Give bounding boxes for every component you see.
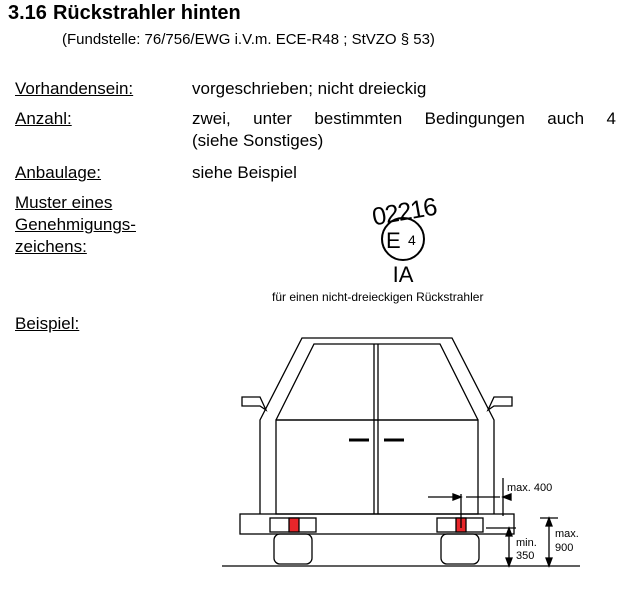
source-reference: (Fundstelle: 76/756/EWG i.V.m. ECE-R48 ; StVZO § 53) [62, 31, 435, 48]
wheel-right [441, 534, 479, 564]
mirror-left [242, 397, 266, 410]
mark-country-letter: E [386, 228, 401, 253]
dim-label-max-900-line1: max. [555, 528, 579, 540]
wheel-left [274, 534, 312, 564]
label-approval-line2: Genehmigungs- [15, 215, 136, 234]
dim-max-arrow-top [546, 518, 552, 526]
dim-min-arrow-bottom [506, 558, 512, 566]
mark-class: IA [392, 262, 414, 287]
dim-max-arrow-bottom [546, 558, 552, 566]
dim-arrow-left-head [453, 494, 461, 500]
value-count-line2: (siehe Sonstiges) [192, 131, 324, 150]
dim-label-max-400: max. 400 [507, 482, 553, 494]
dim-label-max-900-line2: 900 [555, 542, 574, 554]
section-number: 3.16 [8, 2, 47, 24]
value-presence: vorgeschrieben; nicht dreieckig [192, 79, 427, 98]
rear-window-frame [276, 344, 478, 420]
section-heading: Rückstrahler hinten [52, 2, 241, 24]
approval-caption: für einen nicht-dreieckigen Rückstrahler [272, 290, 484, 304]
label-presence: Vorhandensein: [15, 79, 134, 98]
dim-label-min-350-line1: min. [516, 537, 537, 549]
reflector-left [289, 518, 299, 532]
rear-doors [276, 420, 478, 514]
label-count: Anzahl: [15, 109, 72, 128]
dim-min-arrow-top [506, 528, 512, 536]
value-count-line1: zwei, unter bestimmten Bedingungen auch 4 [192, 109, 616, 128]
mark-country-code: 4 [408, 232, 416, 248]
label-example: Beispiel: [15, 314, 80, 333]
dim-label-min-350-line2: 350 [516, 550, 535, 562]
mark-number: 02216 [370, 192, 439, 232]
dim-arrow-right-head [503, 494, 511, 500]
label-approval-line1: Muster eines [15, 193, 113, 212]
vehicle-body-outline [260, 338, 494, 514]
value-mounting: siehe Beispiel [192, 163, 297, 182]
rear-bumper [240, 514, 514, 534]
label-approval-line3: zeichens: [15, 237, 87, 256]
mirror-right [488, 397, 512, 410]
label-mounting: Anbaulage: [15, 163, 102, 182]
